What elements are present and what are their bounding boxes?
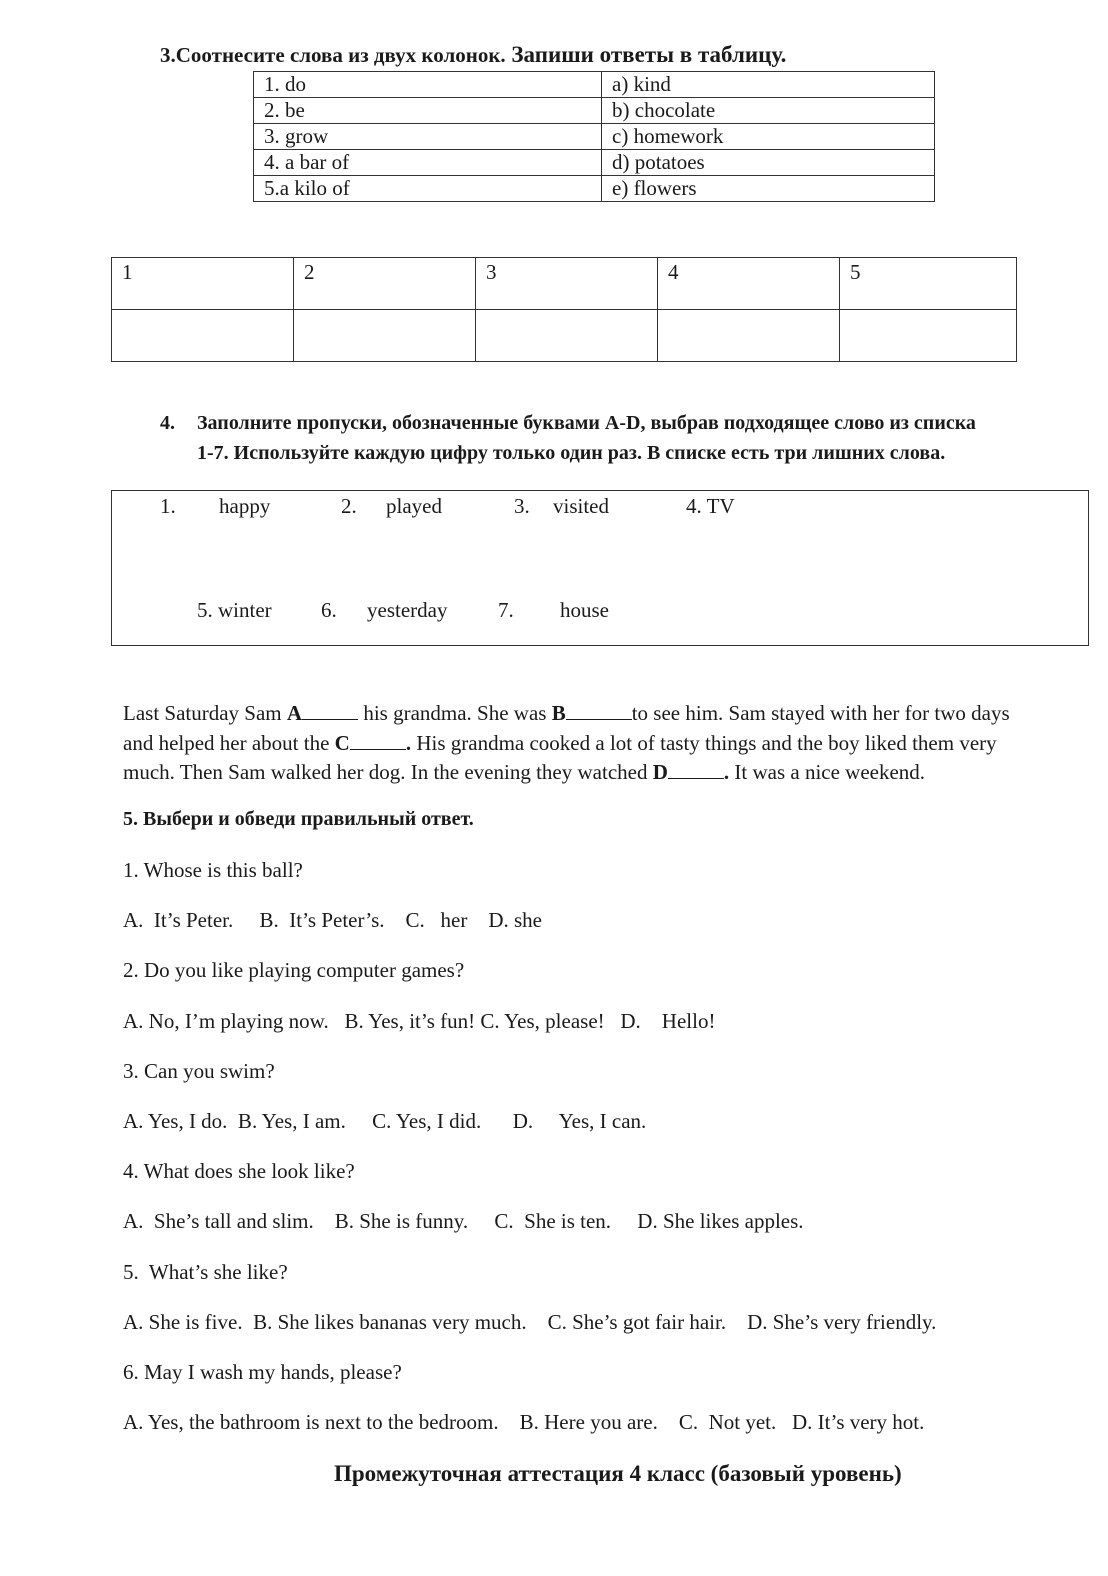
gap-blank-d[interactable] bbox=[668, 758, 724, 779]
answer-header: 1 bbox=[112, 258, 294, 310]
answer-options[interactable]: A. Yes, I do. B. Yes, I am. C. Yes, I did. D. Yes, I can. bbox=[123, 1109, 647, 1133]
word-item: yesterday bbox=[367, 598, 448, 622]
right-cell: b) chocolate bbox=[602, 98, 935, 124]
text-segment: . bbox=[723, 760, 730, 784]
left-cell: 5.a kilo of bbox=[254, 176, 602, 202]
answer-cell[interactable] bbox=[658, 310, 840, 362]
answer-header-row bbox=[112, 258, 1017, 310]
text-segment: and helped her about the bbox=[123, 731, 335, 755]
right-cell: a) kind bbox=[602, 72, 935, 98]
word-item: visited bbox=[553, 494, 609, 518]
question: 5. What’s she like? bbox=[123, 1260, 288, 1284]
task4-instructions-line1: Заполните пропуски, обозначенные буквами A-D, выбрав подходящее слово из списка bbox=[197, 412, 976, 434]
answer-options[interactable]: A. It’s Peter. B. It’s Peter’s. C. her D. she bbox=[123, 908, 542, 932]
gap-text-line-3 bbox=[123, 757, 925, 787]
question: 2. Do you like playing computer games? bbox=[123, 958, 465, 982]
answer-options[interactable]: A. She is five. B. She likes bananas very much. C. She’s got fair hair. D. She’s very friendly. bbox=[123, 1310, 937, 1334]
answer-cell[interactable] bbox=[840, 310, 1017, 362]
text-segment: his grandma. She was bbox=[358, 701, 552, 725]
table-row bbox=[254, 98, 935, 124]
right-cell: c) homework bbox=[602, 124, 935, 150]
question: 3. Can you swim? bbox=[123, 1059, 275, 1083]
right-cell: d) potatoes bbox=[602, 150, 935, 176]
gap-label-d: D bbox=[652, 760, 668, 784]
table-row bbox=[254, 72, 935, 98]
answer-options[interactable]: A. No, I’m playing now. B. Yes, it’s fun! C. Yes, please! D. Hello! bbox=[123, 1009, 716, 1033]
task3-title bbox=[160, 42, 786, 68]
answer-header: 3 bbox=[476, 258, 658, 310]
task3-title-part1: 3.Соотнесите слова из двух колонок. bbox=[160, 43, 506, 67]
word-item: happy bbox=[219, 494, 271, 518]
word-item: house bbox=[560, 598, 609, 622]
text-segment: Last Saturday Sam bbox=[123, 701, 287, 725]
left-cell: 4. a bar of bbox=[254, 150, 602, 176]
answer-options[interactable]: A. She’s tall and slim. B. She is funny. C. She is ten. D. She likes apples. bbox=[123, 1209, 804, 1233]
left-cell: 3. grow bbox=[254, 124, 602, 150]
answer-cell[interactable] bbox=[112, 310, 294, 362]
text-segment: His grandma cooked a lot of tasty things and the boy liked them very bbox=[411, 731, 997, 755]
word-number: 1. bbox=[160, 494, 176, 518]
answer-header: 2 bbox=[294, 258, 476, 310]
answer-header: 4 bbox=[658, 258, 840, 310]
question: 1. Whose is this ball? bbox=[123, 858, 303, 882]
gap-text-line-1 bbox=[123, 698, 1010, 728]
word-item: 4. TV bbox=[686, 494, 735, 518]
answer-cell[interactable] bbox=[294, 310, 476, 362]
gap-blank-a[interactable] bbox=[302, 699, 358, 720]
table-row bbox=[254, 124, 935, 150]
document-footer-title: Промежуточная аттестация 4 класс (базовый уровень) bbox=[334, 1461, 902, 1486]
left-cell: 1. do bbox=[254, 72, 602, 98]
gap-blank-c[interactable] bbox=[350, 729, 406, 750]
task5-title: 5. Выбери и обведи правильный ответ. bbox=[123, 808, 474, 830]
text-segment: It was a nice weekend. bbox=[729, 760, 926, 784]
table-row bbox=[254, 150, 935, 176]
gap-label-a: A bbox=[286, 701, 303, 725]
gap-label-b: B bbox=[551, 701, 566, 725]
task3-title-part2: Запиши ответы в таблицу. bbox=[505, 42, 787, 67]
word-number: 2. bbox=[341, 494, 357, 518]
right-cell: e) flowers bbox=[602, 176, 935, 202]
answer-cell[interactable] bbox=[476, 310, 658, 362]
gap-text-line-2 bbox=[123, 728, 997, 758]
task4-number: 4. bbox=[160, 412, 175, 434]
question: 6. May I wash my hands, please? bbox=[123, 1360, 402, 1384]
table-row bbox=[254, 176, 935, 202]
question: 4. What does she look like? bbox=[123, 1159, 355, 1183]
word-number: 6. bbox=[321, 598, 337, 622]
answer-options[interactable]: A. Yes, the bathroom is next to the bedroom. B. Here you are. C. Not yet. D. It’s very hot. bbox=[123, 1410, 925, 1434]
gap-label-c: C bbox=[334, 731, 350, 755]
gap-blank-b[interactable] bbox=[566, 699, 632, 720]
left-cell: 2. be bbox=[254, 98, 602, 124]
word-item: played bbox=[386, 494, 442, 518]
matching-table bbox=[253, 71, 935, 202]
word-number: 7. bbox=[498, 598, 514, 622]
text-segment: to see him. Sam stayed with her for two days bbox=[631, 701, 1010, 725]
task4-instructions-line2: 1-7. Используйте каждую цифру только один раз. В списке есть три лишних слова. bbox=[197, 442, 946, 464]
text-segment: . bbox=[405, 731, 412, 755]
answer-input-row bbox=[112, 310, 1017, 362]
answer-header: 5 bbox=[840, 258, 1017, 310]
word-item: 5. winter bbox=[197, 598, 272, 622]
answer-grid bbox=[111, 257, 1017, 362]
word-number: 3. bbox=[514, 494, 530, 518]
text-segment: much. Then Sam walked her dog. In the evening they watched bbox=[123, 760, 653, 784]
